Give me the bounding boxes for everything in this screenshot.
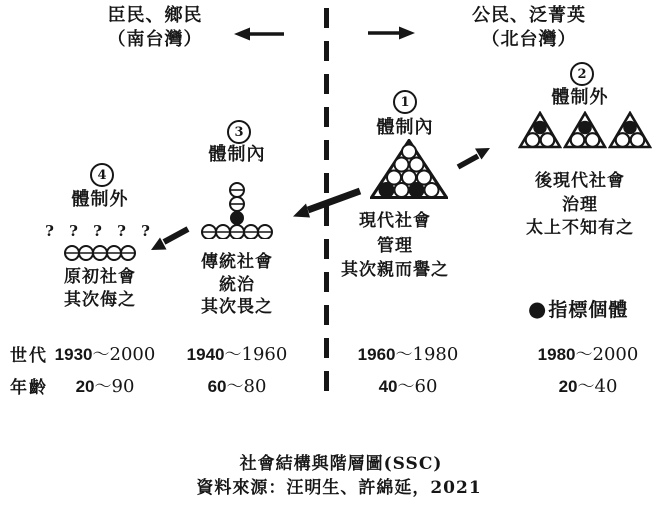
black-dot-icon: ● xyxy=(528,296,547,321)
group1-number: 1 xyxy=(393,90,417,114)
group3-mode-label: 統治 xyxy=(219,275,255,295)
group2-number: 2 xyxy=(570,62,594,86)
indicator-individual-dot xyxy=(578,121,592,135)
group1-number-badge xyxy=(393,90,417,114)
traditional-society-tee-symbol xyxy=(197,181,277,239)
indicator-individual-dot xyxy=(410,183,424,197)
indicator-individual-legend xyxy=(528,295,628,322)
primal-society-circles-symbol xyxy=(63,245,137,261)
legend-label: 指標個體 xyxy=(548,300,629,321)
group1-motto-label: 其次親而譽之 xyxy=(341,260,449,280)
indicator-individual-dot xyxy=(623,121,637,135)
group4-number-badge xyxy=(90,163,114,187)
generation-row-label: 世代 xyxy=(10,346,48,366)
age-col-group4: 20～90 xyxy=(75,376,135,397)
generation-col-group2: 1980～2000 xyxy=(537,344,639,365)
arrow-to-south xyxy=(234,28,284,41)
north-taiwan-line1: 公民、泛菁英 xyxy=(472,5,586,26)
generation-col-group3: 1940～1960 xyxy=(186,344,288,365)
modern-society-pyramid-symbol xyxy=(370,139,448,199)
age-col-group3: 60～80 xyxy=(207,376,267,397)
arrow-to-north xyxy=(368,27,415,40)
group2-motto-label: 太上不知有之 xyxy=(526,218,634,238)
north-taiwan-line2: （北台灣） xyxy=(481,29,577,50)
group3-number-badge xyxy=(227,120,251,144)
generation-col-group1: 1960～1980 xyxy=(357,344,459,365)
indicator-individual-dot xyxy=(533,121,547,135)
caption-title: 社會結構與階層圖(SSC) xyxy=(239,454,443,474)
group1-mode-label: 管理 xyxy=(377,236,413,256)
group2-society-label: 後現代社會 xyxy=(535,171,625,191)
group2-number-badge xyxy=(570,62,594,86)
group3-society-label: 傳統社會 xyxy=(201,252,273,272)
south-taiwan-line2: （南台灣） xyxy=(107,29,203,50)
indicator-individual-dot xyxy=(230,211,244,225)
age-row-label: 年齡 xyxy=(10,378,48,398)
group4-question-marks: ? ? ? ? ? xyxy=(45,222,155,240)
indicator-individual-dot xyxy=(380,183,394,197)
group4-number: 4 xyxy=(90,163,114,187)
group1-society-label: 現代社會 xyxy=(359,211,431,231)
group3-system-label: 體制內 xyxy=(208,144,266,165)
group3-motto-label: 其次畏之 xyxy=(201,297,273,317)
caption-source: 資料來源：汪明生、許綿延，2021 xyxy=(196,478,482,498)
group1-system-label: 體制內 xyxy=(376,117,434,138)
small-triangle-symbol xyxy=(518,111,562,149)
generation-col-group4: 1930～2000 xyxy=(54,344,156,365)
south-taiwan-line1: 臣民、鄉民 xyxy=(107,5,203,26)
age-col-group2: 20～40 xyxy=(558,376,618,397)
group3-number: 3 xyxy=(227,120,251,144)
group2-mode-label: 治理 xyxy=(562,195,598,215)
postmodern-society-triangles-symbol xyxy=(518,111,652,149)
small-triangle-symbol xyxy=(563,111,607,149)
group4-system-label: 體制外 xyxy=(71,189,129,210)
group4-motto-label: 其次侮之 xyxy=(64,290,136,310)
group2-system-label: 體制外 xyxy=(551,87,609,108)
small-triangle-symbol xyxy=(608,111,652,149)
arrow-group1-to-group2 xyxy=(458,148,490,167)
group4-society-label: 原初社會 xyxy=(64,267,136,287)
age-col-group1: 40～60 xyxy=(378,376,438,397)
